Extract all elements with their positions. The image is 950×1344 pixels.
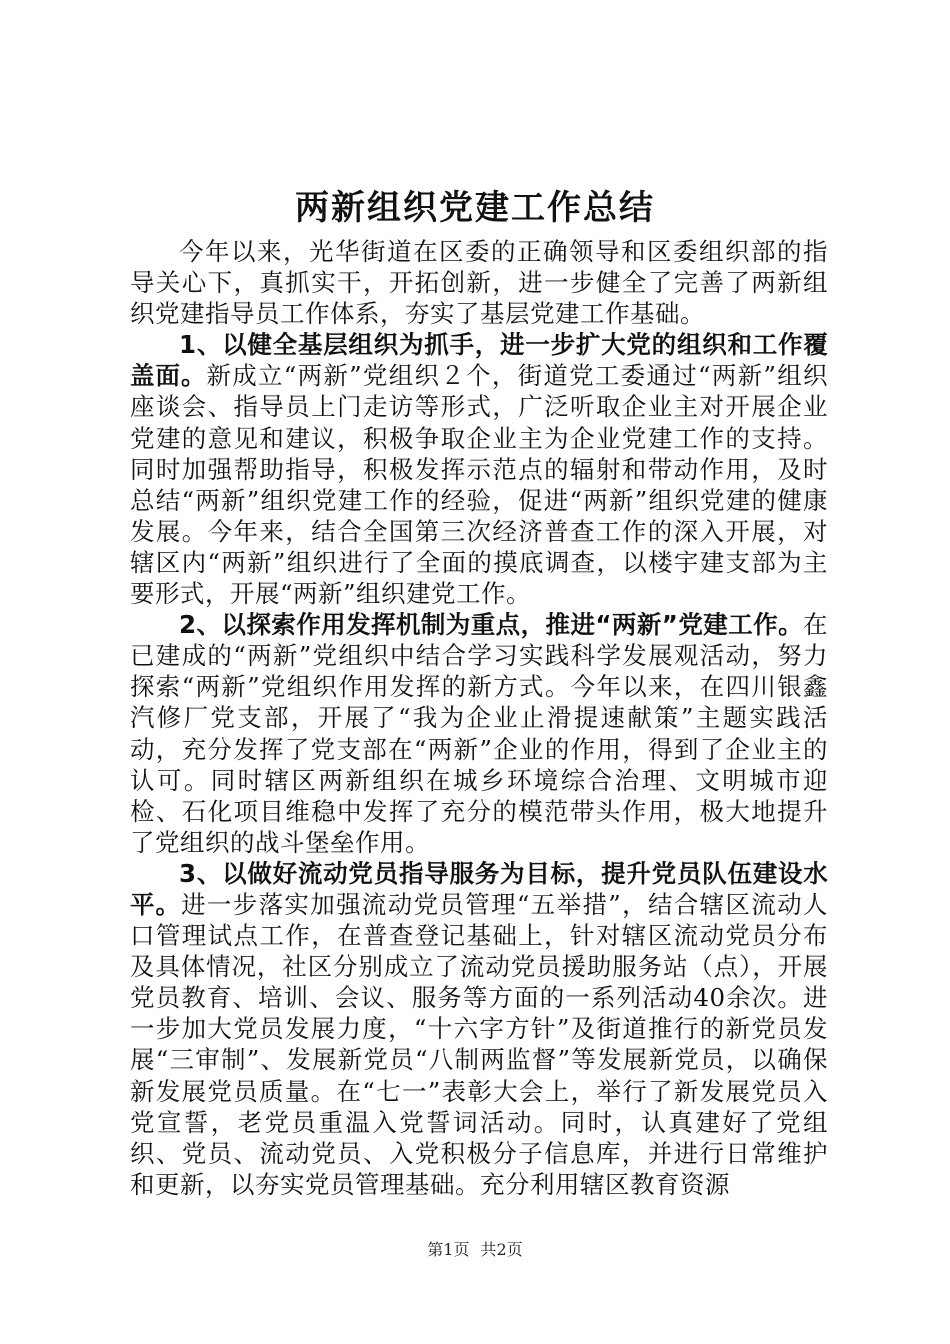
section-heading-1: 1、以健全基层组织为抓手，进一步扩大党的组织和工作覆盖面。 <box>130 330 828 391</box>
paragraph-intro <box>130 236 828 329</box>
paragraph-text: 进一步落实加强流动党员管理“五举措”，结合辖区流动人口管理试点工作，在普查登记基础上，针对辖区流动党员分布及具体情况，社区分别成立了流动党员援助服务站（点），开展党员教育、培训、会议、服务等方面的一系列活动40余次。进一步加大党员发展力度，“十六字方针”及街道推行的新党员发展“三审制”、发展新党员“八制两监督”等发展新党员，以确保新发展党员质量。在“七一”表彰大会上，举行了新发展党员入党宣誓，老党员重温入党誓词活动。同时，认真建好了党组织、党员、流动党员、入党积极分子信息库，并进行日常维护和更新，以夯实党员管理基础。充分利用辖区教育资源 <box>130 889 828 1199</box>
page-footer <box>0 1240 950 1260</box>
paragraph-section-2 <box>130 609 828 858</box>
paragraph-section-3 <box>130 858 828 1200</box>
section-heading-2: 2、以探索作用发挥机制为重点，推进“两新”党建工作。 <box>179 610 803 640</box>
paragraph-text: 今年以来，光华街道在区委的正确领导和区委组织部的指导关心下，真抓实干，开拓创新，进一步健全了完善了两新组织党建指导员工作体系，夯实了基层党建工作基础。 <box>130 237 828 329</box>
page-total: 共2页 <box>480 1240 523 1259</box>
page-number: 第1页 <box>427 1240 470 1259</box>
paragraph-section-1 <box>130 329 828 609</box>
paragraph-text: 在已建成的“两新”党组织中结合学习实践科学发展观活动，努力探索“两新”党组织作用发挥的新方式。今年以来，在四川银鑫汽修厂党支部，开展了“我为企业止滑提速献策”主题实践活动，充分发挥了党支部在“两新”企业的作用，得到了企业主的认可。同时辖区两新组织在城乡环境综合治理、文明城市迎检、石化项目维稳中发挥了充分的模范带头作用，极大地提升了党组织的战斗堡垒作用。 <box>130 610 828 857</box>
document-body <box>130 236 828 1200</box>
paragraph-text: 新成立“两新”党组织２个，街道党工委通过“两新”组织座谈会、指导员上门走访等形式，广泛听取企业主对开展企业党建的意见和建议，积极争取企业主为企业党建工作的支持。同时加强帮助指导，积极发挥示范点的辐射和带动作用，及时总结“两新”组织党建工作的经验，促进“两新”组织党建的健康发展。今年来，结合全国第三次经济普查工作的深入开展，对辖区内“两新”组织进行了全面的摸底调查，以楼宇建支部为主要形式，开展“两新”组织建党工作。 <box>130 361 828 609</box>
section-heading-3: 3、以做好流动党员指导服务为目标，提升党员队伍建设水平。 <box>130 858 828 919</box>
page-title: 两新组织党建工作总结 <box>295 188 655 228</box>
